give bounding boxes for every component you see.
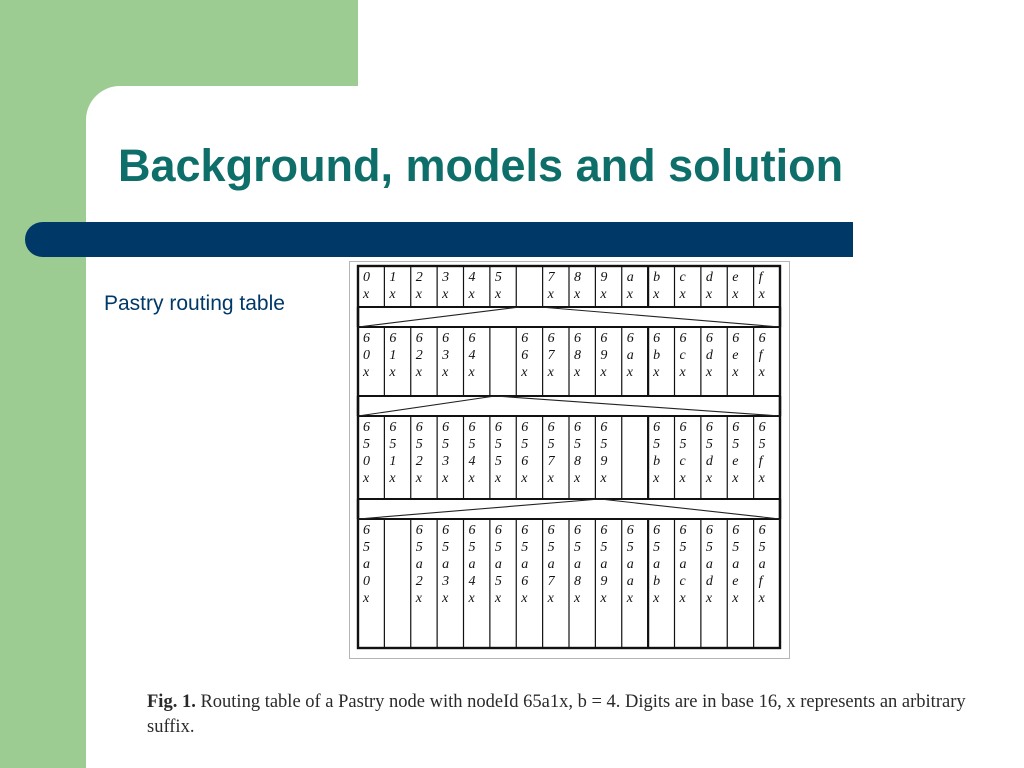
table-cell-digit: x	[600, 365, 607, 380]
table-row	[358, 266, 780, 307]
section-label: Pastry routing table	[104, 292, 285, 315]
table-cell-digit: 0	[363, 574, 370, 589]
table-cell-digit: 6	[653, 420, 661, 435]
table-cell-digit: x	[758, 365, 765, 380]
table-cell-digit: 7	[547, 270, 555, 285]
table-cell-digit: 6	[468, 420, 476, 435]
table-cell-digit: a	[547, 557, 555, 572]
table-cell-digit: a	[758, 557, 766, 572]
table-cell-digit: x	[600, 287, 607, 302]
table-cell-digit: 6	[415, 420, 423, 435]
table-cell-digit: 6	[468, 523, 476, 538]
table-cell-digit: d	[705, 454, 713, 469]
table-cell-digit: 5	[494, 454, 502, 469]
table-cell-digit: 6	[415, 523, 423, 538]
table-cell-digit: f	[758, 454, 763, 469]
table-cell-digit: a	[705, 557, 713, 572]
table-cell-digit: x	[574, 365, 581, 380]
table-cell-digit: 6	[600, 523, 608, 538]
table-cell-digit: 5	[494, 437, 502, 452]
table-cell-digit: a	[521, 557, 529, 572]
table-cell-digit: 6	[626, 331, 634, 346]
table-cell-digit: e	[732, 574, 739, 589]
table-cell-digit: b	[653, 348, 661, 363]
table-cell-digit: x	[547, 287, 554, 302]
table-cell-digit: 5	[494, 270, 502, 285]
table-cell-digit: 5	[468, 437, 476, 452]
table-cell-digit: 3	[442, 270, 450, 285]
table-cell-digit: x	[705, 287, 713, 302]
table-cell-digit: 4	[468, 574, 476, 589]
table-cell-digit: x	[389, 365, 396, 380]
table-cell-digit: x	[494, 471, 502, 486]
table-cell-digit: 6	[600, 331, 608, 346]
table-cell-digit: x	[732, 287, 739, 302]
table-cell-digit: 5	[442, 540, 450, 555]
routing-pointer-line	[540, 307, 780, 327]
table-cell-digit: 6	[363, 523, 370, 538]
table-cell-digit: 9	[600, 574, 608, 589]
table-cell-digit: x	[494, 591, 502, 606]
table-cell-digit: 5	[626, 540, 634, 555]
table-cell-digit: 6	[442, 420, 450, 435]
table-cell-digit: x	[626, 365, 633, 380]
table-cell-digit: 4	[468, 348, 476, 363]
table-cell-digit: 6	[679, 420, 687, 435]
table-cell-digit: b	[653, 574, 661, 589]
table-cell-digit: 6	[705, 523, 713, 538]
table-cell-digit: x	[626, 591, 633, 606]
table-cell-digit: e	[732, 454, 739, 469]
table-cell-digit: x	[574, 591, 581, 606]
table-cell-digit: a	[732, 557, 740, 572]
table-cell-digit: 6	[521, 454, 529, 469]
table-cell-digit: 6	[442, 523, 450, 538]
table-cell-digit: x	[679, 471, 686, 486]
table-cell-digit: 5	[442, 437, 450, 452]
table-cell-digit: c	[679, 270, 686, 285]
title-underline-bar	[25, 222, 853, 257]
table-cell-digit: 2	[415, 574, 423, 589]
table-cell-digit: 3	[442, 574, 450, 589]
figure-caption-text: Routing table of a Pastry node with nodeId 65a1x, b = 4. Digits are in base 16, x represents an arbitrary suffix.	[147, 692, 966, 737]
table-cell-digit: 6	[758, 523, 766, 538]
table-cell-digit: 5	[732, 437, 740, 452]
table-row	[358, 327, 780, 396]
table-cell-digit: 3	[442, 348, 450, 363]
table-cell-digit: 6	[679, 331, 687, 346]
table-cell-digit: c	[679, 454, 686, 469]
table-cell-digit: 7	[547, 574, 555, 589]
table-cell-digit: 5	[705, 437, 713, 452]
table-cell-digit: a	[415, 557, 423, 572]
table-cell-digit: 6	[574, 331, 581, 346]
table-cell-digit: 6	[653, 523, 661, 538]
table-cell-digit: 6	[705, 420, 713, 435]
table-cell-digit: 1	[389, 348, 397, 363]
table-cell-digit: f	[758, 574, 763, 589]
table-cell-digit: x	[363, 591, 370, 606]
routing-pointer-line	[600, 499, 780, 519]
table-cell-digit: a	[653, 557, 661, 572]
table-cell-digit: x	[389, 471, 396, 486]
table-cell-digit: 5	[705, 540, 713, 555]
table-cell-digit: 6	[574, 420, 581, 435]
slide-title: Background, models and solution	[118, 140, 844, 191]
table-cell-digit: x	[468, 591, 475, 606]
table-cell-digit: 5	[574, 540, 581, 555]
table-cell-digit: 8	[574, 574, 581, 589]
table-cell-digit: 6	[494, 420, 502, 435]
figure-caption-label: Fig. 1.	[147, 692, 196, 712]
table-cell-digit: a	[626, 348, 634, 363]
table-cell-digit: x	[574, 287, 581, 302]
table-cell-digit: x	[547, 591, 554, 606]
table-cell-digit: 1	[389, 454, 397, 469]
table-cell-digit: 6	[600, 420, 608, 435]
table-cell-digit: 6	[521, 420, 529, 435]
table-cell-digit: 6	[626, 523, 634, 538]
table-cell-digit: b	[653, 454, 661, 469]
table-cell-digit: 6	[363, 331, 370, 346]
table-cell-digit: a	[494, 557, 502, 572]
table-cell-digit: a	[626, 557, 634, 572]
routing-pointer-line	[358, 307, 520, 327]
table-cell-digit: x	[732, 471, 739, 486]
table-cell-digit: 8	[574, 454, 581, 469]
table-cell-digit: c	[679, 574, 686, 589]
table-cell-digit: 9	[600, 454, 608, 469]
table-cell-digit: a	[468, 557, 476, 572]
table-cell-digit: d	[705, 270, 713, 285]
table-cell-digit: x	[415, 591, 422, 606]
table-cell-digit: 5	[415, 437, 423, 452]
table-cell-digit: x	[653, 287, 660, 302]
table-cell-digit: f	[758, 270, 763, 285]
table-cell-digit: c	[679, 348, 686, 363]
table-cell-digit: 4	[468, 454, 476, 469]
table-cell-digit: 0	[363, 270, 370, 285]
table-cell-digit: x	[679, 287, 686, 302]
table-cell-digit: 5	[758, 540, 766, 555]
table-row	[358, 519, 780, 648]
table-cell-digit: 5	[679, 437, 687, 452]
routing-pointer-line	[358, 396, 495, 416]
table-cell-digit: a	[600, 557, 608, 572]
table-cell-digit: 6	[547, 523, 555, 538]
routing-table	[350, 262, 789, 658]
table-cell-digit: x	[442, 471, 449, 486]
table-cell-digit: x	[547, 471, 554, 486]
table-cell-digit: a	[626, 574, 634, 589]
table-cell-digit: 6	[653, 331, 661, 346]
table-cell-digit: x	[705, 471, 713, 486]
table-cell-digit: 5	[521, 540, 529, 555]
table-cell-digit: 6	[705, 331, 713, 346]
table-cell-digit: 5	[363, 540, 370, 555]
table-cell-digit: 6	[547, 331, 555, 346]
table-cell-digit: x	[521, 471, 528, 486]
table-cell-digit: 6	[574, 523, 581, 538]
table-cell-digit: x	[653, 471, 660, 486]
table-cell-digit: 6	[521, 523, 529, 538]
table-cell-digit: 5	[468, 540, 476, 555]
table-cell-digit: 5	[494, 574, 502, 589]
table-cell-digit: 9	[600, 348, 608, 363]
table-cell-digit: x	[600, 471, 607, 486]
table-cell-digit: 0	[363, 454, 370, 469]
table-cell-digit: x	[468, 365, 475, 380]
table-cell-digit: x	[521, 365, 528, 380]
table-cell-digit: 7	[547, 454, 555, 469]
table-cell-digit: x	[389, 287, 396, 302]
routing-pointer-line	[358, 499, 600, 519]
table-cell-digit: x	[732, 365, 739, 380]
table-cell-digit: x	[363, 287, 370, 302]
table-cell-digit: 6	[389, 420, 397, 435]
table-cell-digit: 6	[547, 420, 555, 435]
table-cell-digit: 5	[389, 437, 397, 452]
table-cell-digit: x	[494, 287, 502, 302]
table-cell-digit: 6	[363, 420, 370, 435]
table-cell-digit: 7	[547, 348, 555, 363]
table-cell-digit: 8	[574, 348, 581, 363]
figure-caption	[147, 690, 1007, 740]
table-cell-digit: x	[653, 591, 660, 606]
table-cell-digit: e	[732, 348, 739, 363]
table-cell-digit: 6	[732, 331, 740, 346]
table-cell-digit: d	[705, 574, 713, 589]
table-cell-digit: 6	[732, 420, 740, 435]
table-cell-digit: 6	[679, 523, 687, 538]
table-cell-digit: 6	[494, 523, 502, 538]
table-cell-digit: 5	[494, 540, 502, 555]
table-cell-digit: x	[679, 591, 686, 606]
table-cell-digit: 6	[521, 574, 529, 589]
table-cell-digit: 5	[363, 437, 370, 452]
table-cell-digit: 5	[758, 437, 766, 452]
table-cell-digit: x	[574, 471, 581, 486]
table-cell-digit: 4	[468, 270, 476, 285]
table-cell-digit: 6	[442, 331, 450, 346]
table-cell-digit: 5	[653, 437, 661, 452]
routing-table-figure	[349, 261, 790, 659]
table-cell-digit: 5	[521, 437, 529, 452]
table-cell-digit: a	[363, 557, 370, 572]
table-cell-digit: x	[600, 591, 607, 606]
table-cell-digit: 2	[415, 270, 423, 285]
table-cell-digit: x	[363, 365, 370, 380]
table-cell-digit: 6	[521, 348, 529, 363]
table-cell-digit: x	[758, 287, 765, 302]
table-cell-digit: 5	[679, 540, 687, 555]
table-cell-digit: x	[363, 471, 370, 486]
table-cell-digit: 5	[653, 540, 661, 555]
table-cell-digit: 2	[415, 348, 423, 363]
table-cell-digit: x	[758, 471, 765, 486]
table-cell-digit: a	[442, 557, 450, 572]
table-cell-digit: f	[758, 348, 763, 363]
table-cell-digit: 9	[600, 270, 608, 285]
table-cell-digit: b	[653, 270, 661, 285]
table-cell-digit: x	[521, 591, 528, 606]
table-row	[358, 416, 780, 499]
table-cell-digit: x	[468, 287, 475, 302]
table-cell-digit: 5	[732, 540, 740, 555]
table-cell-digit: 6	[415, 331, 423, 346]
table-cell-digit: x	[547, 365, 554, 380]
table-cell-digit: d	[705, 348, 713, 363]
table-cell-digit: a	[626, 270, 634, 285]
table-cell-digit: x	[468, 471, 475, 486]
table-cell-digit: 3	[442, 454, 450, 469]
table-cell-digit: 6	[758, 331, 766, 346]
table-cell-digit: 6	[758, 420, 766, 435]
table-cell-digit: 6	[468, 331, 476, 346]
table-cell-digit: x	[653, 365, 660, 380]
table-cell-digit: x	[415, 287, 422, 302]
table-cell-digit: 6	[389, 331, 397, 346]
table-cell-digit: x	[626, 287, 633, 302]
table-cell-digit: 5	[574, 437, 581, 452]
routing-pointer-line	[495, 396, 780, 416]
table-cell-digit: 5	[415, 540, 423, 555]
table-cell-digit: 5	[600, 540, 608, 555]
table-cell-digit: 0	[363, 348, 370, 363]
table-cell-digit: 6	[732, 523, 740, 538]
table-cell-digit: a	[679, 557, 687, 572]
table-cell-digit: a	[574, 557, 581, 572]
table-cell-digit: x	[442, 287, 449, 302]
table-cell-digit: x	[415, 365, 422, 380]
table-cell-digit: x	[679, 365, 686, 380]
table-cell-digit: x	[442, 365, 449, 380]
table-cell-digit: 5	[547, 437, 555, 452]
table-cell-digit: e	[732, 270, 739, 285]
table-cell-digit: 5	[600, 437, 608, 452]
table-cell-digit: x	[705, 591, 713, 606]
table-cell-digit: x	[442, 591, 449, 606]
table-cell-digit: 2	[415, 454, 423, 469]
table-cell-digit: x	[758, 591, 765, 606]
table-cell-digit: 8	[574, 270, 581, 285]
table-cell-digit: 5	[547, 540, 555, 555]
table-cell-digit: x	[705, 365, 713, 380]
table-cell-digit: 1	[389, 270, 397, 285]
table-cell-digit: x	[732, 591, 739, 606]
table-cell-digit: 6	[521, 331, 529, 346]
table-cell-digit: x	[415, 471, 422, 486]
